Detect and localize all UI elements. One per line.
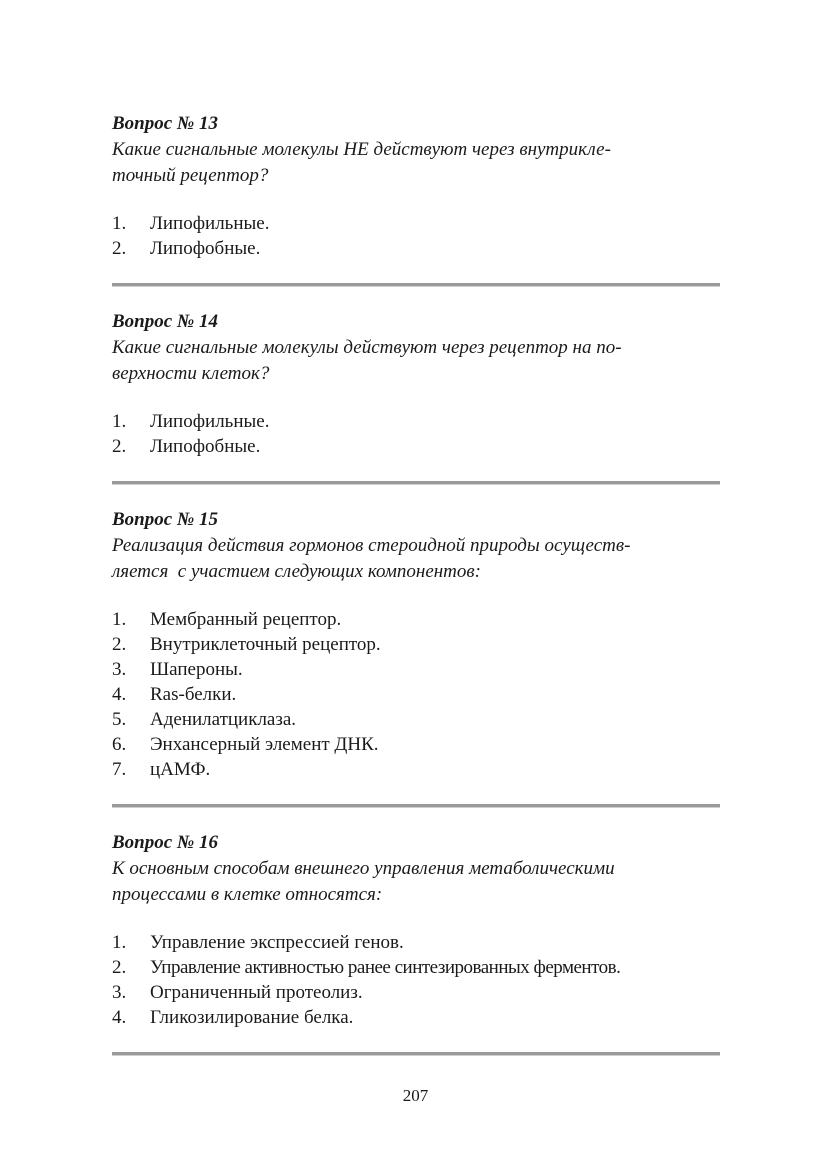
question-text-line: верхности клеток? xyxy=(112,363,270,384)
option-text: Аденилатциклаза. xyxy=(150,709,297,730)
question-text xyxy=(112,335,720,387)
option-text: Управление экспрессией генов. xyxy=(150,932,404,953)
option-text: Ограниченный протеолиз. xyxy=(150,982,363,1003)
answer-options xyxy=(112,211,720,261)
answer-options xyxy=(112,409,720,459)
section-divider xyxy=(112,804,720,808)
answer-option xyxy=(112,409,720,434)
answer-options xyxy=(112,930,720,1030)
question-text-line: Какие сигнальные молекулы действуют через рецептор на по- xyxy=(112,337,622,358)
answer-option xyxy=(112,682,720,707)
option-number: 6. xyxy=(112,734,127,755)
option-text: Мембранный рецептор. xyxy=(150,609,342,630)
page-number: 207 xyxy=(402,1086,429,1105)
option-text: Гликозилирование белка. xyxy=(150,1007,354,1028)
section-divider xyxy=(112,283,720,287)
option-text: Липофильные. xyxy=(150,411,270,432)
option-text: Липофобные. xyxy=(150,436,261,457)
option-text: Управление активностью ранее синтезированных ферментов. xyxy=(150,957,621,978)
question-14 xyxy=(112,309,720,459)
question-text-line: К основным способам внешнего управления метаболическими xyxy=(112,858,615,879)
question-16 xyxy=(112,830,720,1030)
option-number: 2. xyxy=(112,634,127,655)
question-title: Вопрос № 14 xyxy=(112,311,219,332)
question-15 xyxy=(112,507,720,782)
question-text xyxy=(112,137,720,189)
option-text: цАМФ. xyxy=(150,759,211,780)
question-text xyxy=(112,856,720,908)
answer-option xyxy=(112,434,720,459)
answer-option xyxy=(112,930,720,955)
option-number: 1. xyxy=(112,609,127,630)
document-page xyxy=(112,111,720,1078)
answer-option xyxy=(112,955,720,980)
answer-option xyxy=(112,632,720,657)
option-text: Липофильные. xyxy=(150,213,270,234)
question-title: Вопрос № 15 xyxy=(112,509,219,530)
option-number: 3. xyxy=(112,659,127,680)
option-text: Энхансерный элемент ДНК. xyxy=(150,734,379,755)
section-divider xyxy=(112,481,720,485)
answer-option xyxy=(112,732,720,757)
question-13 xyxy=(112,111,720,261)
answer-option xyxy=(112,657,720,682)
option-number: 5. xyxy=(112,709,127,730)
answer-option xyxy=(112,211,720,236)
question-text-line: процессами в клетке относятся: xyxy=(112,884,383,905)
answer-option xyxy=(112,707,720,732)
question-text-line: Реализация действия гормонов стероидной природы осуществ- xyxy=(112,535,631,556)
answer-option xyxy=(112,980,720,1005)
option-number: 2. xyxy=(112,238,127,259)
question-text-line: Какие сигнальные молекулы НЕ действуют через внутрикле- xyxy=(112,139,611,160)
answer-option xyxy=(112,1005,720,1030)
option-text: Липофобные. xyxy=(150,238,261,259)
question-title: Вопрос № 13 xyxy=(112,113,219,134)
option-number: 1. xyxy=(112,932,127,953)
answer-option xyxy=(112,607,720,632)
question-text xyxy=(112,533,720,585)
option-number: 2. xyxy=(112,436,127,457)
option-number: 7. xyxy=(112,759,127,780)
option-number: 4. xyxy=(112,1007,127,1028)
answer-option xyxy=(112,757,720,782)
question-text-line: точный рецептор? xyxy=(112,165,269,186)
option-text: Ras-белки. xyxy=(150,684,237,705)
option-number: 2. xyxy=(112,957,127,978)
option-text: Шапероны. xyxy=(150,659,243,680)
option-number: 3. xyxy=(112,982,127,1003)
option-text: Внутриклеточный рецептор. xyxy=(150,634,381,655)
option-number: 4. xyxy=(112,684,127,705)
question-text-line: ляется с участием следующих компонентов: xyxy=(112,561,481,582)
answer-option xyxy=(112,236,720,261)
option-number: 1. xyxy=(112,213,127,234)
question-title: Вопрос № 16 xyxy=(112,832,219,853)
answer-options xyxy=(112,607,720,782)
option-number: 1. xyxy=(112,411,127,432)
section-divider xyxy=(112,1052,720,1056)
